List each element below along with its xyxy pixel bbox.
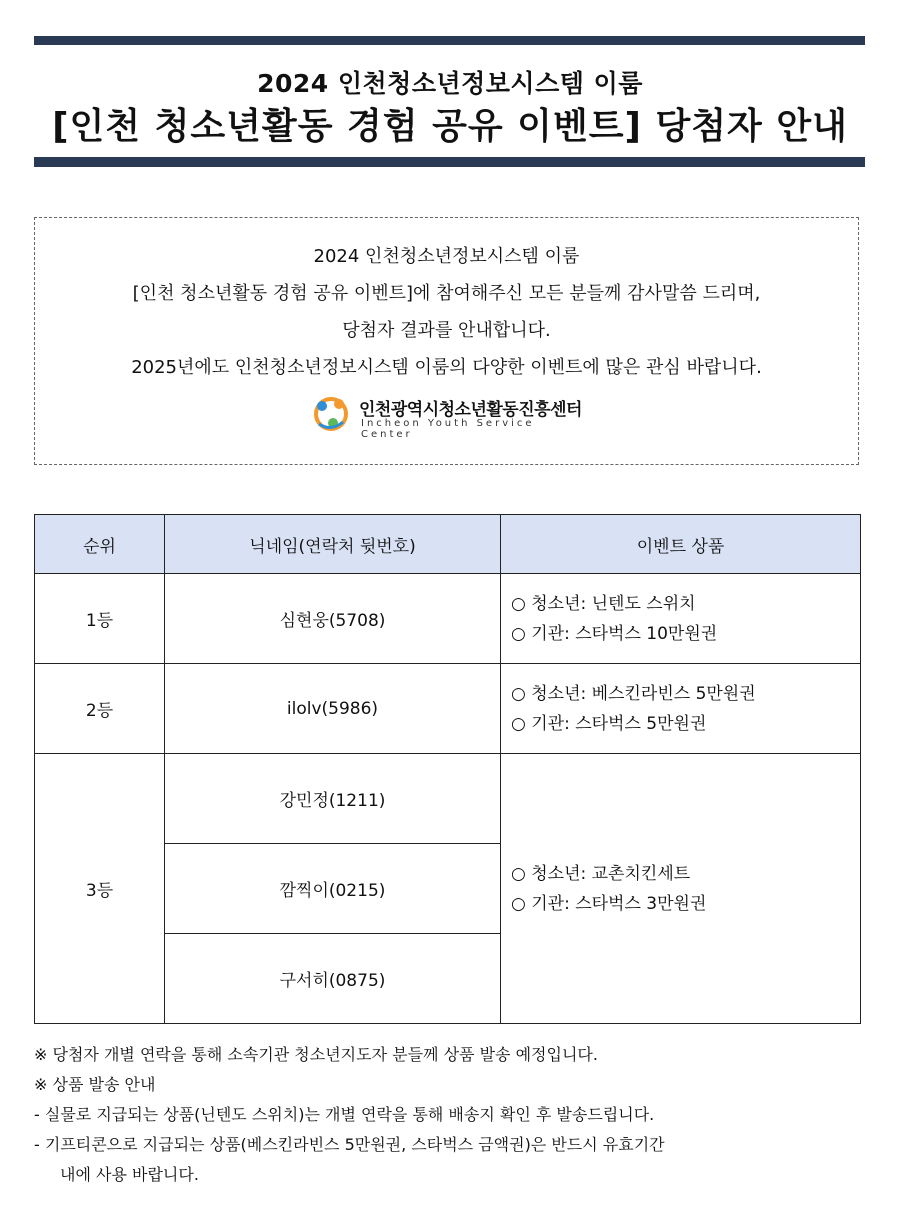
note-line: ※ 상품 발송 안내 xyxy=(34,1075,156,1094)
notice-line-4: 2025년에도 인천청소년정보시스템 이룸의 다양한 이벤트에 많은 관심 바랍니다. xyxy=(131,357,762,378)
table-header-row xyxy=(35,515,861,574)
column-header-nickname: 닉네임(연락처 뒷번호) xyxy=(165,515,501,574)
table-row xyxy=(35,574,861,664)
column-header-prize: 이벤트 상품 xyxy=(501,515,861,574)
org-logo xyxy=(311,394,591,438)
nickname-cell: 강민정(1211) xyxy=(165,754,501,844)
notice-line-2: [인천 청소년활동 경험 공유 이벤트]에 참여해주신 모든 분들께 감사말씀 드리며, xyxy=(132,283,761,304)
header-bottom-bar xyxy=(34,157,865,167)
prize-youth: ○ 청소년: 교촌치킨세트 xyxy=(511,863,691,884)
notes-section xyxy=(34,1040,864,1190)
header-top-bar xyxy=(34,36,865,45)
prize-youth: ○ 청소년: 닌텐도 스위치 xyxy=(511,593,696,614)
prize-cell xyxy=(501,664,861,754)
page-title: [인천 청소년활동 경험 공유 이벤트] 당첨자 안내 xyxy=(52,106,848,147)
winners-table xyxy=(34,514,861,1024)
rank-cell: 1등 xyxy=(35,574,165,664)
org-logo-name: 인천광역시청소년활동진흥센터 xyxy=(359,400,582,420)
nickname-cell: 구서히(0875) xyxy=(165,934,501,1024)
note-line: - 실물로 지급되는 상품(닌텐도 스위치)는 개별 연락을 통해 배송지 확인 후 발송드립니다. xyxy=(34,1105,655,1124)
title-line-1: 2024 인천청소년정보시스템 이룸 xyxy=(257,69,643,98)
column-header-rank: 순위 xyxy=(35,515,165,574)
nickname-cell: ilolv(5986) xyxy=(165,664,501,754)
prize-youth: ○ 청소년: 베스킨라빈스 5만원권 xyxy=(511,683,756,704)
prize-cell xyxy=(501,574,861,664)
rank-cell: 3등 xyxy=(35,754,165,1024)
nickname-cell: 심현웅(5708) xyxy=(165,574,501,664)
notice-line-3: 당첨자 결과를 안내합니다. xyxy=(342,320,551,341)
table-row xyxy=(35,664,861,754)
table-row xyxy=(35,754,861,844)
prize-institution: ○ 기관: 스타벅스 10만원권 xyxy=(511,623,718,644)
note-line: ※ 당첨자 개별 연락을 통해 소속기관 청소년지도자 분들께 상품 발송 예정입니다. xyxy=(34,1045,598,1064)
note-line: 내에 사용 바랍니다. xyxy=(60,1165,199,1184)
prize-cell xyxy=(501,754,861,1024)
org-logo-icon xyxy=(311,394,351,434)
note-line: - 기프티콘으로 지급되는 상품(베스킨라빈스 5만원권, 스타벅스 금액권)은 반드시 유효기간 xyxy=(34,1135,665,1154)
org-logo-subtitle: Incheon Youth Service Center xyxy=(361,418,535,440)
rank-cell: 2등 xyxy=(35,664,165,754)
notice-box xyxy=(34,217,859,465)
nickname-cell: 깜찍이(0215) xyxy=(165,844,501,934)
prize-institution: ○ 기관: 스타벅스 5만원권 xyxy=(511,713,707,734)
prize-institution: ○ 기관: 스타벅스 3만원권 xyxy=(511,893,707,914)
notice-line-1: 2024 인천청소년정보시스템 이룸 xyxy=(313,246,580,267)
